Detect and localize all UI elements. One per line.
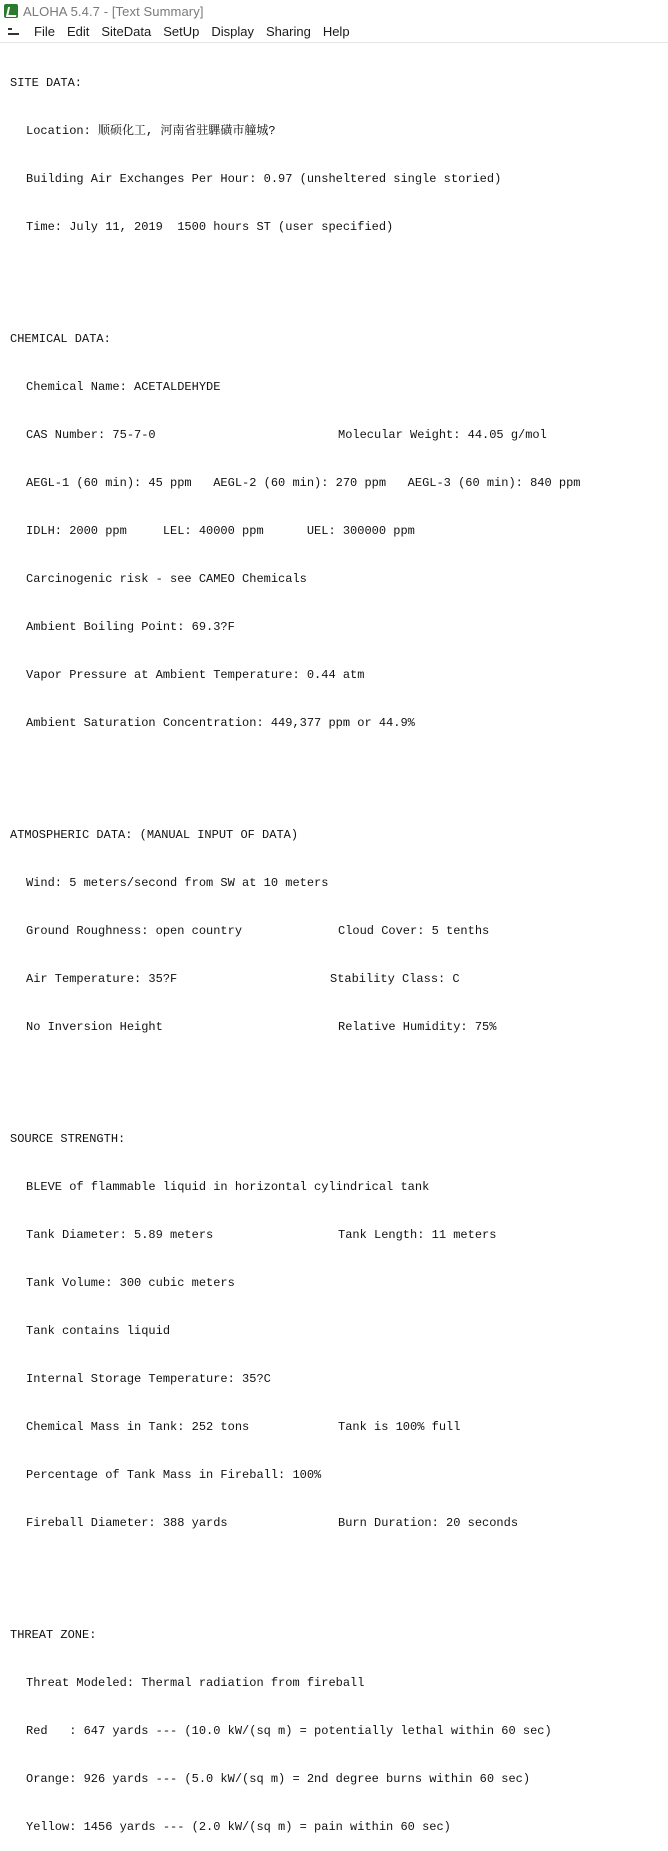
aloha-app-icon <box>4 4 18 18</box>
chemical-idlh: IDLH: 2000 ppm LEL: 40000 ppm UEL: 300000 ppm <box>26 524 415 538</box>
blank-line <box>10 267 668 283</box>
blank-line <box>10 1067 668 1083</box>
source-fireball-row <box>10 1515 668 1531</box>
fireball-diameter: Fireball Diameter: 388 yards <box>26 1516 228 1530</box>
menu-setup[interactable]: SetUp <box>163 24 200 39</box>
menu-help[interactable]: Help <box>322 24 350 39</box>
threat-modeled: Threat Modeled: Thermal radiation from fireball <box>26 1676 365 1690</box>
source-bleve: BLEVE of flammable liquid in horizontal cylindrical tank <box>26 1180 430 1194</box>
text-summary <box>10 43 668 1834</box>
blank-line <box>10 1563 668 1579</box>
cloud-cover: Cloud Cover: 5 tenths <box>338 924 490 938</box>
threat-red-zone: Red : 647 yards --- (10.0 kW/(sq m) = potentially lethal within 60 sec) <box>26 1724 552 1738</box>
burn-duration: Burn Duration: 20 seconds <box>338 1516 519 1530</box>
stability-class: Stability Class: C <box>330 972 460 986</box>
atmospheric-inversion-row <box>10 1019 668 1035</box>
source-tank-contents: Tank contains liquid <box>26 1324 171 1338</box>
threat-yellow-zone: Yellow: 1456 yards --- (2.0 kW/(sq m) = pain within 60 sec) <box>26 1820 451 1834</box>
inversion-height: No Inversion Height <box>26 1020 163 1034</box>
threat-zone-header: THREAT ZONE: <box>10 1628 97 1642</box>
relative-humidity: Relative Humidity: 75% <box>338 1020 497 1034</box>
site-time: Time: July 11, 2019 1500 hours ST (user specified) <box>26 220 394 234</box>
atmospheric-roughness-row <box>10 923 668 939</box>
chemical-carcinogenic: Carcinogenic risk - see CAMEO Chemicals <box>26 572 307 586</box>
source-storage-temp: Internal Storage Temperature: 35?C <box>26 1372 271 1386</box>
menu-bar <box>0 22 668 43</box>
chemical-aegl: AEGL-1 (60 min): 45 ppm AEGL-2 (60 min): 270 ppm AEGL-3 (60 min): 840 ppm <box>26 476 581 490</box>
site-data-header: SITE DATA: <box>10 76 83 90</box>
atmospheric-temp-row <box>10 971 668 987</box>
molecular-weight: Molecular Weight: 44.05 g/mol <box>338 428 547 442</box>
tank-full: Tank is 100% full <box>338 1420 461 1434</box>
menu-sharing[interactable]: Sharing <box>266 24 311 39</box>
source-tank-volume: Tank Volume: 300 cubic meters <box>26 1276 235 1290</box>
menu-file[interactable]: File <box>34 24 55 39</box>
site-air-exchanges: Building Air Exchanges Per Hour: 0.97 (unsheltered single storied) <box>26 172 502 186</box>
document-menu-icon[interactable] <box>6 26 22 38</box>
source-mass-row <box>10 1419 668 1435</box>
menu-edit[interactable]: Edit <box>66 24 90 39</box>
chemical-name: Chemical Name: ACETALDEHYDE <box>26 380 221 394</box>
atmospheric-wind: Wind: 5 meters/second from SW at 10 meters <box>26 876 329 890</box>
tank-length: Tank Length: 11 meters <box>338 1228 497 1242</box>
source-fireball-pct: Percentage of Tank Mass in Fireball: 100% <box>26 1468 322 1482</box>
blank-line <box>10 763 668 779</box>
window-title: ALOHA 5.4.7 - [Text Summary] <box>23 3 204 19</box>
menu-sitedata[interactable]: SiteData <box>101 24 152 39</box>
site-location: Location: 顺硕化工, 河南省驻驆磺市艟城? <box>26 124 276 138</box>
source-tank-dims-row <box>10 1227 668 1243</box>
air-temperature: Air Temperature: 35?F <box>26 972 178 986</box>
menu-display[interactable]: Display <box>211 24 254 39</box>
atmospheric-data-header: ATMOSPHERIC DATA: (MANUAL INPUT OF DATA) <box>10 828 299 842</box>
title-bar[interactable] <box>0 0 668 22</box>
chemical-mass: Chemical Mass in Tank: 252 tons <box>26 1420 250 1434</box>
threat-orange-zone: Orange: 926 yards --- (5.0 kW/(sq m) = 2nd degree burns within 60 sec) <box>26 1772 531 1786</box>
chemical-data-header: CHEMICAL DATA: <box>10 332 111 346</box>
chemical-boiling-point: Ambient Boiling Point: 69.3?F <box>26 620 235 634</box>
chemical-cas-row <box>10 427 668 443</box>
chemical-saturation: Ambient Saturation Concentration: 449,377 ppm or 44.9% <box>26 716 415 730</box>
tank-diameter: Tank Diameter: 5.89 meters <box>26 1228 214 1242</box>
cas-number: CAS Number: 75-7-0 <box>26 428 156 442</box>
ground-roughness: Ground Roughness: open country <box>26 924 243 938</box>
chemical-vapor-pressure: Vapor Pressure at Ambient Temperature: 0.44 atm <box>26 668 365 682</box>
source-strength-header: SOURCE STRENGTH: <box>10 1132 126 1146</box>
